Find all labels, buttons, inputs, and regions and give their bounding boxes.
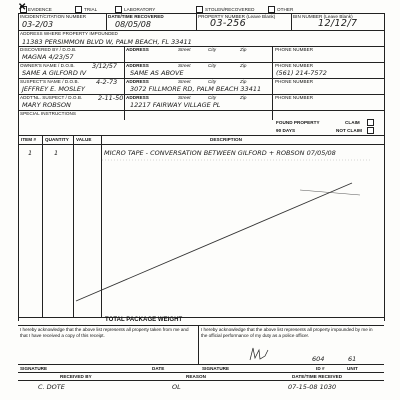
laboratory-label: LABORATORY: [124, 7, 156, 12]
suspect-label: SUSPECT'S NAME / D.O.B.: [20, 79, 79, 84]
address-impounded-value[interactable]: 11383 PERSIMMON BLVD W, PALM BEACH, FL 33411: [22, 38, 192, 46]
discovered-by-value[interactable]: MAGNA 4/23/57: [22, 53, 74, 61]
trial-label: TRIAL: [84, 7, 98, 12]
quantity-cell: 1: [54, 149, 59, 157]
id-number-label: ID #: [316, 366, 325, 371]
street-label: Street: [178, 47, 191, 52]
received-by-value[interactable]: C. DOTE: [38, 383, 65, 391]
owner-acknowledgement: I hereby acknowledge that the above list represents all property taken from me and that I have received a copy of this receipt.: [20, 327, 189, 338]
property-number-label: PROPERTY NUMBER (Leave Blank): [198, 14, 276, 19]
reason-value[interactable]: OL: [172, 383, 181, 391]
date-time-received-label: DATE/TIME RECEIVED: [292, 374, 343, 379]
street-label: Street: [178, 95, 191, 100]
discovered-by-label: DISCOVERED BY / D.O.B.: [20, 47, 77, 52]
address-impounded-label: ADDRESS WHERE PROPERTY IMPOUNDED: [20, 31, 118, 36]
phone-label: PHONE NUMBER: [275, 95, 314, 100]
signature-label: SIGNATURE: [20, 366, 48, 371]
description-cell: MICRO TAPE - CONVERSATION BETWEEN GILFORD + ROBSON 07/05/08: [104, 149, 336, 157]
ninety-days-label: 90 DAYS: [276, 128, 296, 133]
owner-phone[interactable]: (561) 214-7572: [276, 69, 327, 77]
other-label: OTHER: [277, 7, 294, 12]
officer-acknowledgement: I hereby acknowledge that the above list represents all property impounded by me in the official performance of my duty as a police officer.: [201, 327, 373, 338]
phone-label: PHONE NUMBER: [275, 47, 314, 52]
bin-number-label: BIN NUMBER (Leave Blank): [293, 14, 353, 19]
bin-number-value[interactable]: 12/12/7: [318, 18, 358, 29]
city-label: City: [208, 63, 217, 68]
evidence-check-mark: ✕: [18, 2, 27, 13]
not-claim-label: NOT CLAIM: [336, 128, 362, 133]
divider: [18, 380, 384, 381]
property-number-value[interactable]: 03-256: [210, 18, 247, 29]
unit-value[interactable]: 61: [348, 355, 357, 363]
officer-signature-label: SIGNATURE: [202, 366, 230, 371]
zip-label: Zip: [240, 79, 247, 84]
owner-label: OWNER'S NAME / D.O.B.: [20, 63, 75, 68]
address-label: ADDRESS: [126, 47, 149, 52]
special-instructions-label: SPECIAL INSTRUCTIONS: [20, 111, 76, 116]
stolen-recovered-label: STOLEN/RECOVERED: [205, 7, 255, 12]
street-label: Street: [178, 63, 191, 68]
additional-suspect-dob[interactable]: 2-11-50: [98, 94, 124, 102]
owner-name[interactable]: SAME A GILFORD IV: [22, 69, 87, 77]
claim-label: CLAIM: [345, 120, 360, 125]
city-label: City: [208, 47, 217, 52]
description-header: DESCRIPTION: [210, 137, 242, 142]
zip-label: Zip: [240, 95, 247, 100]
additional-suspect-name[interactable]: MARY ROBSON: [22, 101, 71, 109]
incident-number-value[interactable]: 03-2/03: [22, 20, 54, 29]
suspect-name[interactable]: JEFFREY E. MOSLEY: [22, 85, 85, 93]
evidence-label: EVIDENCE: [28, 7, 52, 12]
incident-number-label: INCIDENT/CITATION NUMBER: [20, 14, 87, 19]
phone-label: PHONE NUMBER: [275, 63, 314, 68]
item-number-header: ITEM #: [21, 137, 37, 142]
quantity-header: QUANTITY: [45, 137, 69, 142]
address-label: ADDRESS: [126, 63, 149, 68]
address-label: ADDRESS: [126, 79, 149, 84]
city-label: City: [208, 95, 217, 100]
additional-suspect-address[interactable]: 12217 FAIRWAY VILLAGE PL: [130, 101, 221, 109]
zip-label: Zip: [240, 47, 247, 52]
date-time-received-value[interactable]: 07-15-08 1030: [288, 383, 337, 391]
suspect-address[interactable]: 3072 FILLMORE RD, PALM BEACH 33411: [130, 85, 262, 93]
date-recovered-label: DATE/TIME RECOVERED: [108, 14, 164, 19]
zip-label: Zip: [240, 63, 247, 68]
item-number-cell: 1: [28, 149, 33, 157]
unit-label: UNIT: [347, 366, 358, 371]
owner-address[interactable]: SAME AS ABOVE: [130, 69, 184, 77]
date-recovered-value[interactable]: 08/05/08: [115, 20, 151, 29]
reason-label: REASON: [186, 374, 206, 379]
received-by-label: RECEIVED BY: [60, 374, 92, 379]
divider: [18, 372, 384, 373]
address-label: ADDRESS: [126, 95, 149, 100]
street-label: Street: [178, 79, 191, 84]
found-property-label: FOUND PROPERTY: [276, 120, 320, 125]
owner-dob[interactable]: 3/12/57: [92, 62, 118, 70]
total-package-weight-label: TOTAL PACKAGE WEIGHT: [105, 317, 183, 323]
city-label: City: [208, 79, 217, 84]
date-label: DATE: [152, 366, 165, 371]
phone-label: PHONE NUMBER: [275, 79, 314, 84]
suspect-dob[interactable]: 4-2-73: [96, 78, 118, 86]
id-number-value[interactable]: 604: [312, 355, 325, 363]
value-header: VALUE: [76, 137, 92, 142]
additional-suspect-label: ADDT'NL. SUSPECT / D.O.B.: [20, 95, 83, 100]
